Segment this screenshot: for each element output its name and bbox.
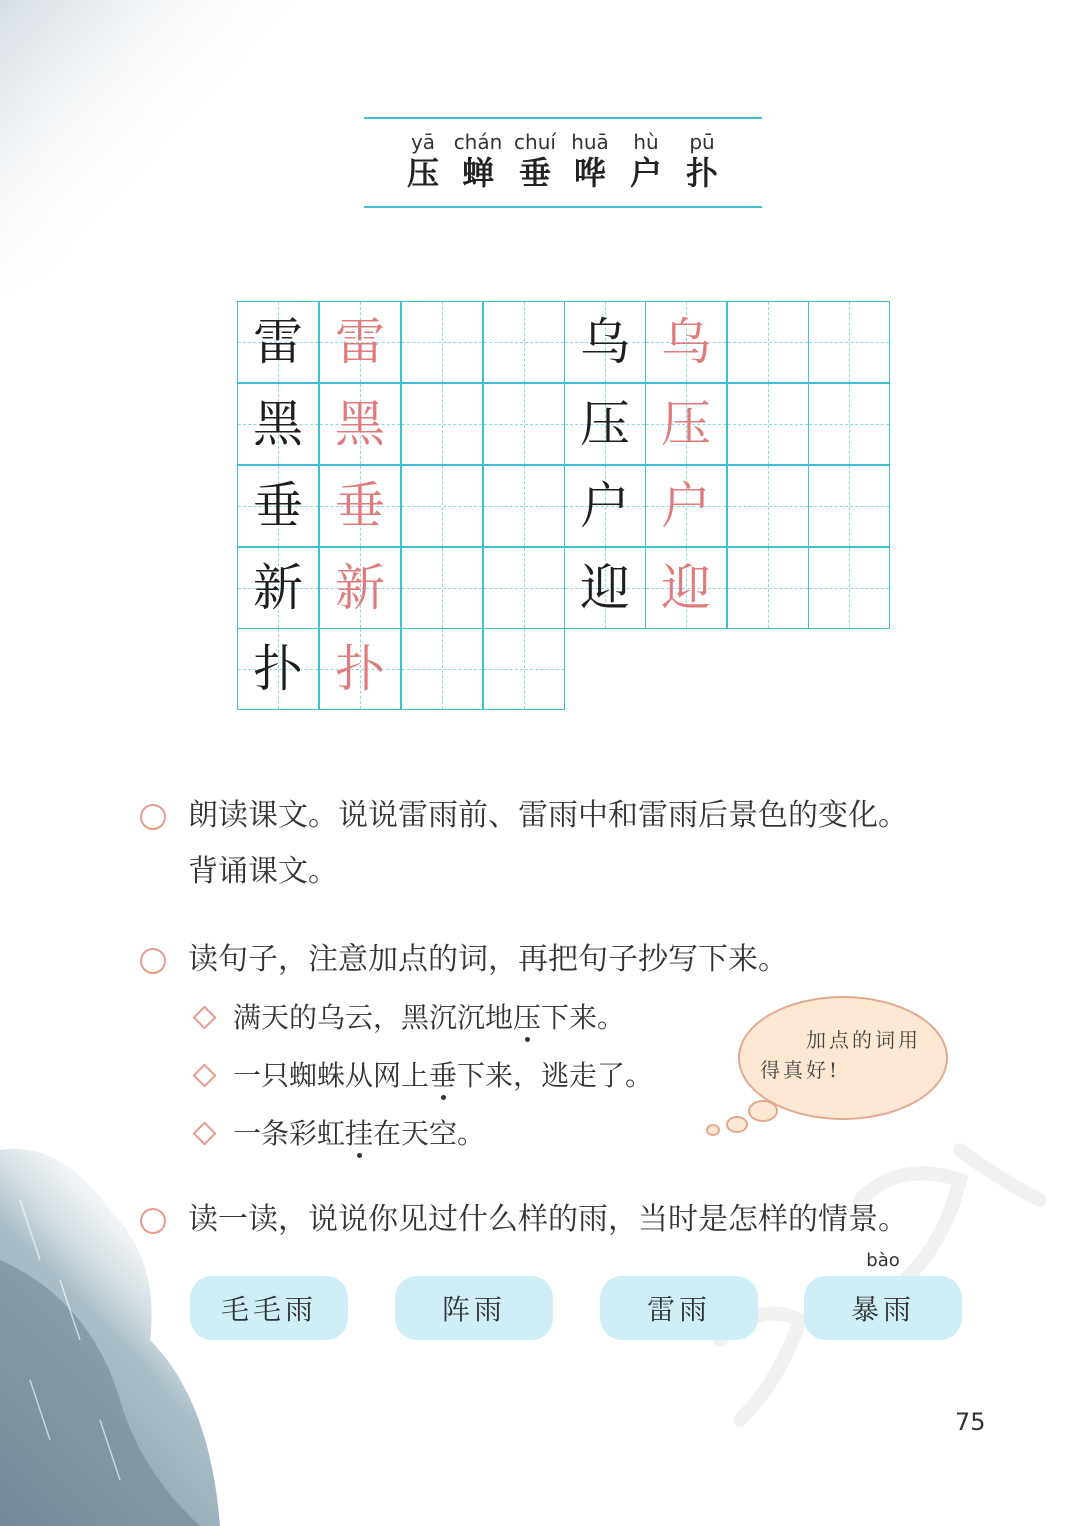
sentence-2 bbox=[190, 1056, 653, 1096]
pinyin: chán bbox=[453, 130, 503, 154]
dotted-word: 挂 bbox=[345, 1117, 374, 1150]
practice-cell[interactable] bbox=[483, 383, 565, 465]
exercise-1-line-1: 朗读课文。说说雷雨前、雷雨中和雷雨后景色的变化。 bbox=[188, 798, 908, 833]
pinyin: chuí bbox=[514, 130, 556, 154]
grid-cell bbox=[237, 628, 319, 710]
practice-cell[interactable] bbox=[401, 301, 483, 383]
character: 蝉 bbox=[461, 154, 494, 192]
trace-character: 新 bbox=[335, 559, 385, 617]
exercise-marker-icon bbox=[140, 1208, 166, 1234]
trace-character: 乌 bbox=[661, 313, 711, 371]
character: 扑 bbox=[685, 154, 718, 192]
practice-cell[interactable] bbox=[727, 465, 809, 547]
grid-cell bbox=[645, 547, 727, 629]
dotted-word: 垂 bbox=[429, 1059, 458, 1092]
rain-word-button[interactable] bbox=[804, 1250, 962, 1340]
practice-cell[interactable] bbox=[808, 383, 890, 465]
pinyin-item bbox=[560, 129, 620, 191]
practice-cell[interactable] bbox=[483, 547, 565, 629]
practice-cell[interactable] bbox=[483, 628, 565, 710]
rain-word-pinyin: bào bbox=[866, 1250, 900, 1271]
sentence-3 bbox=[190, 1114, 485, 1154]
character: 户 bbox=[629, 154, 662, 192]
grid-cell bbox=[237, 301, 319, 383]
rain-word: 毛毛雨 bbox=[220, 1293, 317, 1326]
practice-cell[interactable] bbox=[401, 547, 483, 629]
bubble-text bbox=[760, 1025, 921, 1085]
grid-cell bbox=[319, 547, 401, 629]
character: 哗 bbox=[573, 154, 606, 192]
practice-cell[interactable] bbox=[727, 383, 809, 465]
model-character: 户 bbox=[580, 477, 630, 535]
grid-cell bbox=[319, 383, 401, 465]
grid-cell bbox=[564, 547, 646, 629]
trace-character: 雷 bbox=[335, 313, 385, 371]
bubble-puff bbox=[726, 1116, 748, 1133]
page-number: 75 bbox=[955, 1408, 986, 1436]
grid-cell bbox=[645, 465, 727, 547]
sentence-text: 在天空。 bbox=[373, 1117, 486, 1150]
practice-cell[interactable] bbox=[808, 301, 890, 383]
practice-cell[interactable] bbox=[727, 547, 809, 629]
grid-cell bbox=[564, 301, 646, 383]
pinyin-item bbox=[672, 129, 732, 191]
grid-cell bbox=[237, 465, 319, 547]
grid-cell bbox=[564, 465, 646, 547]
sentence-text: 一条彩虹 bbox=[233, 1117, 346, 1150]
dotted-word: 压 bbox=[513, 1001, 542, 1034]
pinyin-item bbox=[616, 129, 676, 191]
model-character: 扑 bbox=[253, 640, 303, 698]
sentence-text: 下来，逃走了。 bbox=[457, 1059, 654, 1092]
pinyin: huā bbox=[571, 130, 609, 154]
exercise-1-line-2: 背诵课文。 bbox=[188, 854, 338, 889]
model-character: 新 bbox=[253, 559, 303, 617]
practice-cell[interactable] bbox=[808, 465, 890, 547]
trace-character: 垂 bbox=[335, 477, 385, 535]
bubble-line-2: 得真好! bbox=[760, 1058, 841, 1082]
pinyin: hù bbox=[633, 130, 659, 154]
practice-cell[interactable] bbox=[401, 383, 483, 465]
diamond-bullet-icon bbox=[192, 1005, 216, 1029]
grid-cell bbox=[564, 383, 646, 465]
trace-character: 迎 bbox=[661, 559, 711, 617]
bubble-puff bbox=[706, 1124, 720, 1136]
grid-cell bbox=[645, 301, 727, 383]
bottom-rule bbox=[364, 206, 762, 208]
practice-cell[interactable] bbox=[401, 628, 483, 710]
model-character: 垂 bbox=[253, 477, 303, 535]
exercise-marker-icon bbox=[140, 804, 166, 830]
new-characters-pinyin-band bbox=[364, 117, 762, 208]
grid-cell bbox=[237, 383, 319, 465]
grid-cell bbox=[645, 383, 727, 465]
model-character: 压 bbox=[580, 395, 630, 453]
sentence-text: 一只蜘蛛从网上 bbox=[233, 1059, 430, 1092]
top-rule bbox=[364, 117, 762, 119]
diamond-bullet-icon bbox=[192, 1121, 216, 1145]
sentence-text: 下来。 bbox=[541, 1001, 626, 1034]
exercise-2-title: 读句子，注意加点的词，再把句子抄写下来。 bbox=[188, 942, 788, 977]
trace-character: 扑 bbox=[335, 640, 385, 698]
bubble-line-1: 加点的词用 bbox=[806, 1028, 921, 1052]
rain-word: 暴雨 bbox=[850, 1293, 915, 1326]
sentence-1 bbox=[190, 998, 625, 1038]
character: 垂 bbox=[518, 154, 551, 192]
practice-cell[interactable] bbox=[483, 465, 565, 547]
diamond-bullet-icon bbox=[192, 1063, 216, 1087]
trace-character: 户 bbox=[661, 477, 711, 535]
trace-character: 黑 bbox=[335, 395, 385, 453]
exercise-marker-icon bbox=[140, 948, 166, 974]
practice-cell[interactable] bbox=[483, 301, 565, 383]
model-character: 迎 bbox=[580, 559, 630, 617]
grid-cell bbox=[237, 547, 319, 629]
pinyin: yā bbox=[410, 130, 436, 154]
rain-word-button[interactable] bbox=[600, 1276, 758, 1340]
model-character: 乌 bbox=[580, 313, 630, 371]
model-character: 黑 bbox=[253, 395, 303, 453]
pinyin-item bbox=[505, 129, 565, 191]
practice-cell[interactable] bbox=[808, 547, 890, 629]
pinyin-item bbox=[393, 129, 453, 191]
pinyin: pū bbox=[689, 130, 715, 154]
practice-cell[interactable] bbox=[401, 465, 483, 547]
bubble-puff bbox=[748, 1100, 778, 1122]
rain-word: 雷雨 bbox=[646, 1293, 711, 1326]
pinyin-item bbox=[448, 129, 508, 191]
sentence-text: 满天的乌云，黑沉沉地 bbox=[233, 1001, 514, 1034]
grid-cell bbox=[319, 301, 401, 383]
grid-cell bbox=[319, 628, 401, 710]
exercise-3-title: 读一读，说说你见过什么样的雨，当时是怎样的情景。 bbox=[188, 1202, 908, 1237]
rain-word-button[interactable] bbox=[190, 1276, 348, 1340]
rain-word: 阵雨 bbox=[441, 1293, 506, 1326]
character: 压 bbox=[406, 154, 439, 192]
model-character: 雷 bbox=[253, 313, 303, 371]
grid-cell bbox=[319, 465, 401, 547]
rain-word-button[interactable] bbox=[395, 1276, 553, 1340]
practice-cell[interactable] bbox=[727, 301, 809, 383]
trace-character: 压 bbox=[661, 395, 711, 453]
